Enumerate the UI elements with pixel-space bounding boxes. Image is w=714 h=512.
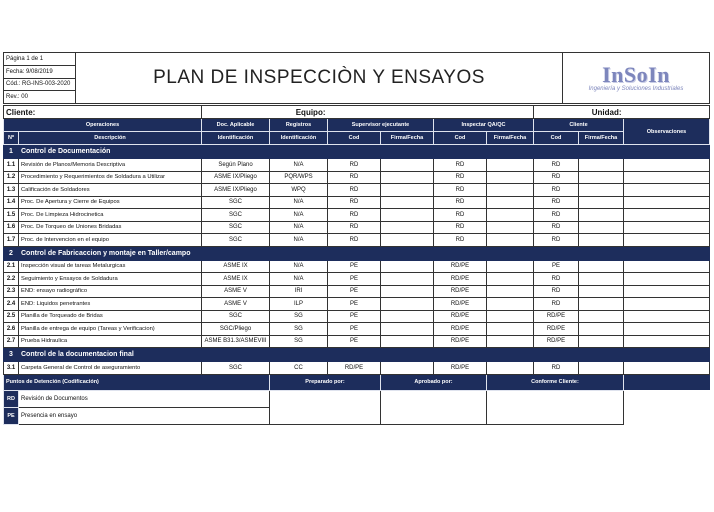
table-row — [4, 234, 710, 247]
row-firma-cliente[interactable] — [579, 310, 624, 323]
row-doc: ASME IX/Pliego — [202, 171, 270, 184]
col-descripcion: Descripción — [19, 132, 202, 145]
row-cod-supervisor: RD — [328, 234, 381, 247]
row-firma-inspector[interactable] — [487, 171, 534, 184]
row-cod-supervisor: RD — [328, 159, 381, 172]
document-revision: Rev.: 00 — [4, 91, 76, 104]
row-cod-supervisor: RD — [328, 171, 381, 184]
row-cod-cliente: RD — [534, 184, 579, 197]
row-description: Planilla de Torqueado de Bridas — [19, 310, 202, 323]
row-cod-inspector: RD/PE — [434, 310, 487, 323]
row-observaciones[interactable] — [624, 209, 710, 222]
row-firma-cliente[interactable] — [579, 196, 624, 209]
row-firma-cliente[interactable] — [579, 159, 624, 172]
row-doc: SGC/Pliego — [202, 323, 270, 336]
section-number: 2 — [4, 246, 19, 260]
row-firma-supervisor[interactable] — [381, 159, 434, 172]
row-description: Seguimiento y Ensayos de Soldadura — [19, 273, 202, 286]
row-cod-supervisor: PE — [328, 260, 381, 273]
row-observaciones[interactable] — [624, 221, 710, 234]
row-registro: N/A — [270, 209, 328, 222]
row-doc: ASME IX — [202, 260, 270, 273]
col-cod-sup: Cod — [328, 132, 381, 145]
section-header — [4, 145, 710, 159]
row-firma-inspector[interactable] — [487, 323, 534, 336]
row-cod-cliente: RD — [534, 273, 579, 286]
row-number: 1.4 — [4, 196, 19, 209]
row-firma-supervisor[interactable] — [381, 209, 434, 222]
col-firma-sup: Firma/Fecha — [381, 132, 434, 145]
row-firma-inspector[interactable] — [487, 221, 534, 234]
col-doc-aplicable: Doc. Aplicable — [202, 119, 270, 132]
row-registro: IRI — [270, 285, 328, 298]
table-row — [4, 209, 710, 222]
row-observaciones[interactable] — [624, 362, 710, 375]
row-firma-inspector[interactable] — [487, 362, 534, 375]
row-cod-cliente: RD — [534, 362, 579, 375]
row-description: Proc. De Limpieza Hidrocinetica — [19, 209, 202, 222]
row-number: 1.6 — [4, 221, 19, 234]
row-description: Inspección visual de tareas Metalurgicas — [19, 260, 202, 273]
row-firma-cliente[interactable] — [579, 362, 624, 375]
row-firma-cliente[interactable] — [579, 298, 624, 311]
row-firma-supervisor[interactable] — [381, 285, 434, 298]
row-firma-cliente[interactable] — [579, 285, 624, 298]
section-header — [4, 246, 710, 260]
footer-title-row — [4, 374, 710, 390]
row-description: Calificación de Soldadores — [19, 184, 202, 197]
col-inspector: Inspectar QA/QC — [434, 119, 534, 132]
table-row — [4, 323, 710, 336]
row-registro: N/A — [270, 196, 328, 209]
section-title: Control de Documentación — [19, 145, 710, 159]
row-observaciones[interactable] — [624, 273, 710, 286]
row-firma-supervisor[interactable] — [381, 221, 434, 234]
row-firma-supervisor[interactable] — [381, 298, 434, 311]
row-doc: SGC — [202, 196, 270, 209]
row-description: Carpeta General de Control de aseguramiento — [19, 362, 202, 375]
col-operaciones: Operaciones — [4, 119, 202, 132]
row-number: 1.5 — [4, 209, 19, 222]
row-description: Procedimiento y Requerimientos de Soldadura a Utilizar — [19, 171, 202, 184]
section-title: Control de la documentacion final — [19, 348, 710, 362]
row-firma-cliente[interactable] — [579, 335, 624, 348]
row-cod-inspector: RD — [434, 159, 487, 172]
col-supervisor: Supervisor ejecutante — [328, 119, 434, 132]
row-firma-supervisor[interactable] — [381, 234, 434, 247]
row-registro: CC — [270, 362, 328, 375]
row-firma-supervisor[interactable] — [381, 273, 434, 286]
row-observaciones[interactable] — [624, 310, 710, 323]
row-registro: N/A — [270, 273, 328, 286]
row-cod-cliente: RD/PE — [534, 310, 579, 323]
company-logo — [563, 53, 710, 104]
row-number: 2.3 — [4, 285, 19, 298]
row-number: 2.4 — [4, 298, 19, 311]
row-observaciones[interactable] — [624, 335, 710, 348]
row-firma-inspector[interactable] — [487, 310, 534, 323]
inspection-table — [3, 105, 710, 425]
row-number: 1.1 — [4, 159, 19, 172]
row-doc: SGC — [202, 310, 270, 323]
col-num: Nº — [4, 132, 19, 145]
row-firma-inspector[interactable] — [487, 184, 534, 197]
row-number: 1.7 — [4, 234, 19, 247]
row-firma-cliente[interactable] — [579, 273, 624, 286]
row-firma-supervisor[interactable] — [381, 171, 434, 184]
row-number: 2.6 — [4, 323, 19, 336]
row-cod-cliente: RD/PE — [534, 335, 579, 348]
approved-by-label: Aprobado por: — [381, 374, 487, 390]
client-row — [4, 106, 710, 119]
row-observaciones[interactable] — [624, 171, 710, 184]
row-doc: ASME V — [202, 285, 270, 298]
row-firma-supervisor[interactable] — [381, 362, 434, 375]
row-registro: ILP — [270, 298, 328, 311]
table-row — [4, 273, 710, 286]
row-cod-inspector: RD/PE — [434, 362, 487, 375]
row-number: 2.7 — [4, 335, 19, 348]
prepared-by-label: Preparado por: — [270, 374, 381, 390]
row-observaciones[interactable] — [624, 298, 710, 311]
table-row — [4, 285, 710, 298]
document-title: PLAN DE INSPECCIÒN Y ENSAYOS — [76, 53, 563, 104]
row-cod-supervisor: PE — [328, 335, 381, 348]
row-observaciones[interactable] — [624, 196, 710, 209]
document-code: Cód.: RG-INS-003-2020 — [4, 78, 76, 91]
row-description: Prueba Hidraulica — [19, 335, 202, 348]
row-cod-inspector: RD/PE — [434, 335, 487, 348]
row-cod-cliente: RD — [534, 285, 579, 298]
section-title: Control de Fabricaccion y montaje en Taller/campo — [19, 246, 710, 260]
row-number: 1.2 — [4, 171, 19, 184]
row-firma-inspector[interactable] — [487, 234, 534, 247]
row-description: END: ensayo radiográfico — [19, 285, 202, 298]
document-date: Fecha: 9/08/2019 — [4, 65, 76, 78]
table-row — [4, 184, 710, 197]
row-cod-cliente: RD — [534, 298, 579, 311]
row-firma-inspector[interactable] — [487, 335, 534, 348]
row-firma-supervisor[interactable] — [381, 196, 434, 209]
row-cod-supervisor: PE — [328, 298, 381, 311]
row-cod-inspector: RD — [434, 184, 487, 197]
table-row — [4, 260, 710, 273]
section-header — [4, 348, 710, 362]
row-description: Proc. De Torqueo de Uniones Bridadas — [19, 221, 202, 234]
row-cod-supervisor: PE — [328, 323, 381, 336]
row-registro: SG — [270, 335, 328, 348]
col-cod-qa: Cod — [434, 132, 487, 145]
row-cod-cliente: RD/PE — [534, 323, 579, 336]
col-cliente: Cliente — [534, 119, 624, 132]
row-firma-inspector[interactable] — [487, 209, 534, 222]
row-firma-supervisor[interactable] — [381, 260, 434, 273]
section-number: 3 — [4, 348, 19, 362]
equipment-label: Equipo: — [202, 106, 328, 119]
row-doc: ASME IX/Pliego — [202, 184, 270, 197]
row-cod-inspector: RD/PE — [434, 323, 487, 336]
row-cod-cliente: RD — [534, 196, 579, 209]
row-cod-supervisor: RD — [328, 209, 381, 222]
row-registro: WPQ — [270, 184, 328, 197]
table-row — [4, 310, 710, 323]
row-cod-inspector: RD — [434, 209, 487, 222]
row-description: Planilla de entrega de equipo (Tareas y Verificacion) — [19, 323, 202, 336]
document-header — [3, 52, 710, 104]
row-firma-inspector[interactable] — [487, 285, 534, 298]
legend-code: PE — [4, 407, 19, 424]
row-registro: N/A — [270, 221, 328, 234]
row-cod-cliente: RD — [534, 159, 579, 172]
row-doc: SGC — [202, 209, 270, 222]
table-row — [4, 196, 710, 209]
row-cod-supervisor: RD — [328, 221, 381, 234]
inspection-plan-sheet — [3, 52, 709, 454]
row-firma-cliente[interactable] — [579, 260, 624, 273]
row-firma-inspector[interactable] — [487, 159, 534, 172]
row-firma-inspector[interactable] — [487, 260, 534, 273]
row-firma-inspector[interactable] — [487, 298, 534, 311]
legend-title: Puntos de Detención (Codificación) — [4, 374, 270, 390]
page-number: Página 1 de 1 — [4, 53, 76, 66]
row-cod-cliente: RD — [534, 171, 579, 184]
row-registro: N/A — [270, 234, 328, 247]
row-firma-supervisor[interactable] — [381, 335, 434, 348]
row-number: 2.5 — [4, 310, 19, 323]
client-approval-field[interactable] — [487, 390, 624, 424]
unit-label: Unidad: — [534, 106, 624, 119]
col-identificacion-reg: Identificación — [270, 132, 328, 145]
column-header-row-1 — [4, 119, 710, 132]
table-row — [4, 298, 710, 311]
row-firma-cliente[interactable] — [579, 221, 624, 234]
row-registro: N/A — [270, 260, 328, 273]
row-number: 3.1 — [4, 362, 19, 375]
table-row — [4, 221, 710, 234]
row-cod-inspector: RD/PE — [434, 260, 487, 273]
row-doc: ASME IX — [202, 273, 270, 286]
row-cod-cliente: RD — [534, 234, 579, 247]
column-header-row-2 — [4, 132, 710, 145]
row-doc: ASME B31.3/ASMEVIII — [202, 335, 270, 348]
legend-text: Revisión de Documentos — [19, 390, 270, 407]
row-registro: N/A — [270, 159, 328, 172]
legend-text: Presencia en ensayo — [19, 407, 270, 424]
row-doc: ASME V — [202, 298, 270, 311]
col-firma-cli: Firma/Fecha — [579, 132, 624, 145]
approved-by-field[interactable] — [381, 390, 487, 424]
row-firma-cliente[interactable] — [579, 323, 624, 336]
row-doc: SGC — [202, 221, 270, 234]
row-number: 1.3 — [4, 184, 19, 197]
row-cod-supervisor: RD — [328, 184, 381, 197]
col-observaciones: Observaciones — [624, 119, 710, 145]
row-doc: SGC — [202, 234, 270, 247]
prepared-by-field[interactable] — [270, 390, 381, 424]
row-registro: SG — [270, 323, 328, 336]
col-identificacion-doc: Identificación — [202, 132, 270, 145]
row-observaciones[interactable] — [624, 234, 710, 247]
row-doc: SGC — [202, 362, 270, 375]
row-cod-supervisor: PE — [328, 285, 381, 298]
legend-row — [4, 390, 710, 407]
row-doc: Según Plano — [202, 159, 270, 172]
row-firma-cliente[interactable] — [579, 184, 624, 197]
client-approval-label: Conforme Cliente: — [487, 374, 624, 390]
section-number: 1 — [4, 145, 19, 159]
col-cod-cli: Cod — [534, 132, 579, 145]
logo-subtitle: Ingeniería y Soluciones Industriales — [588, 85, 684, 92]
row-observaciones[interactable] — [624, 285, 710, 298]
row-firma-cliente[interactable] — [579, 171, 624, 184]
row-registro: SG — [270, 310, 328, 323]
row-observaciones[interactable] — [624, 323, 710, 336]
row-cod-inspector: RD/PE — [434, 298, 487, 311]
row-number: 2.1 — [4, 260, 19, 273]
table-row — [4, 171, 710, 184]
row-description: Revisión de Planos/Memoria Descriptiva — [19, 159, 202, 172]
row-number: 2.2 — [4, 273, 19, 286]
logo-text: InSoIn — [602, 61, 670, 87]
row-cod-inspector: RD/PE — [434, 273, 487, 286]
row-firma-supervisor[interactable] — [381, 310, 434, 323]
row-firma-supervisor[interactable] — [381, 323, 434, 336]
row-cod-supervisor: PE — [328, 273, 381, 286]
row-observaciones[interactable] — [624, 260, 710, 273]
row-cod-inspector: RD — [434, 171, 487, 184]
row-registro: PQR/WPS — [270, 171, 328, 184]
row-cod-inspector: RD — [434, 221, 487, 234]
col-registros: Registros — [270, 119, 328, 132]
table-row — [4, 159, 710, 172]
row-firma-cliente[interactable] — [579, 209, 624, 222]
row-cod-cliente: RD — [534, 221, 579, 234]
row-description: END: Liquidos penetrantes — [19, 298, 202, 311]
row-cod-supervisor: RD — [328, 196, 381, 209]
client-label: Cliente: — [4, 106, 202, 119]
row-cod-cliente: RD — [534, 209, 579, 222]
row-firma-cliente[interactable] — [579, 234, 624, 247]
row-cod-supervisor: RD/PE — [328, 362, 381, 375]
row-firma-inspector[interactable] — [487, 196, 534, 209]
row-firma-inspector[interactable] — [487, 273, 534, 286]
col-firma-qa: Firma/Fecha — [487, 132, 534, 145]
table-row — [4, 362, 710, 375]
row-cod-inspector: RD — [434, 234, 487, 247]
row-cod-inspector: RD — [434, 196, 487, 209]
row-observaciones[interactable] — [624, 159, 710, 172]
table-row — [4, 335, 710, 348]
row-description: Proc. de Intervencion en el equipo — [19, 234, 202, 247]
legend-code: RD — [4, 390, 19, 407]
row-cod-inspector: RD/PE — [434, 285, 487, 298]
row-firma-supervisor[interactable] — [381, 184, 434, 197]
row-observaciones[interactable] — [624, 184, 710, 197]
row-description: Proc. De Apertura y Cierre de Equipos — [19, 196, 202, 209]
row-cod-cliente: PE — [534, 260, 579, 273]
row-cod-supervisor: PE — [328, 310, 381, 323]
